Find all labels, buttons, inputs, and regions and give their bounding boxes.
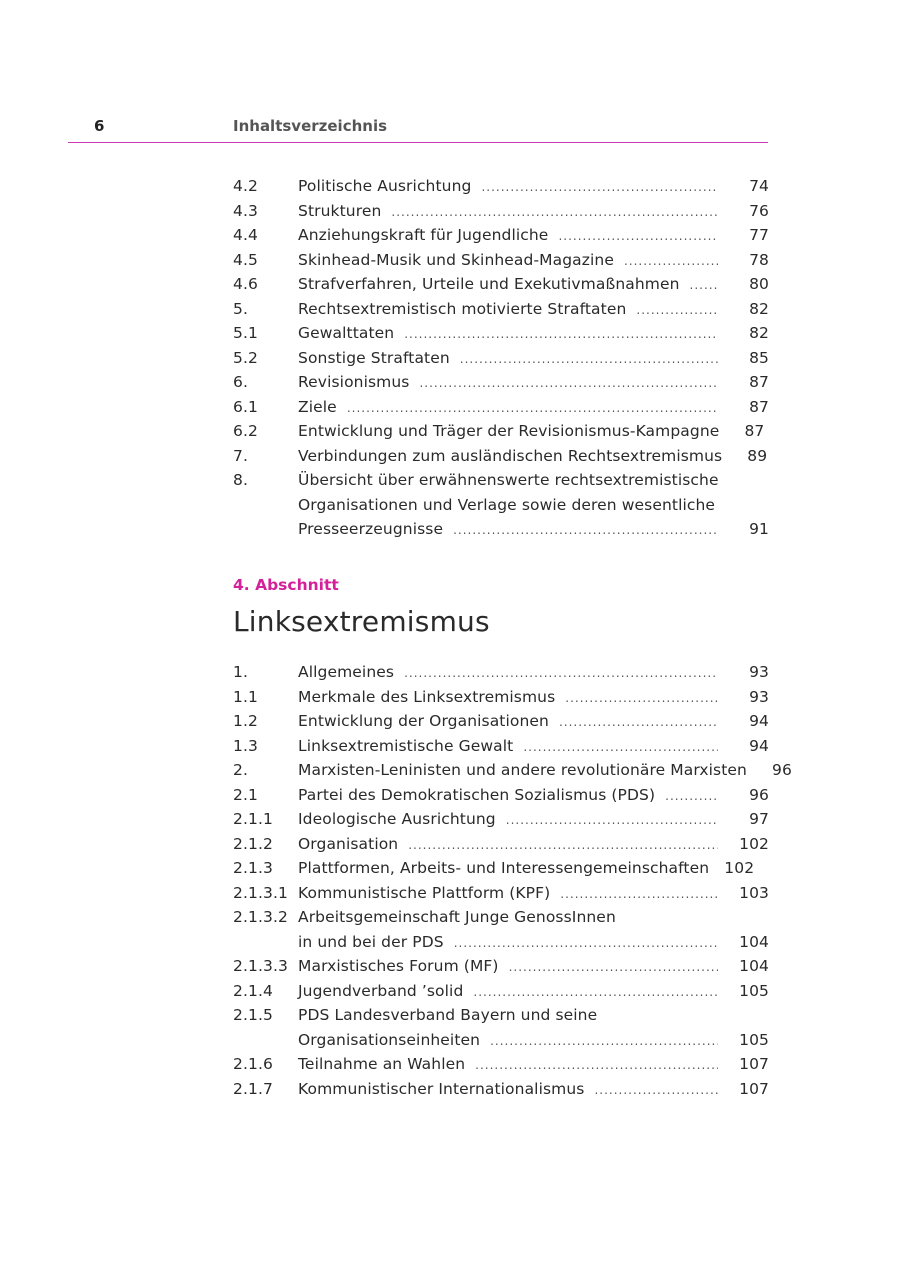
toc-entry-number: 5.2 <box>233 348 258 367</box>
table-of-contents-part-2 <box>233 660 792 1101</box>
toc-line <box>233 272 769 297</box>
toc-entry-title: Organisationen und Verlage sowie deren wesentliche <box>298 495 716 514</box>
toc-line <box>233 517 769 542</box>
toc-entry-title: Gewalttaten <box>298 324 395 342</box>
toc-entry-page: 96 <box>749 785 769 804</box>
dot-leader <box>475 1053 718 1078</box>
toc-entry-number: 2.1.2 <box>233 834 273 853</box>
toc-line <box>233 807 769 832</box>
dot-leader <box>404 322 718 347</box>
toc-entry-title: Marxisten-Leninisten und andere revolutionäre Marxisten <box>298 761 747 779</box>
toc-line <box>233 370 769 395</box>
dot-leader <box>454 931 718 956</box>
toc-entry-page: 87 <box>744 422 765 440</box>
toc-entry <box>233 419 769 444</box>
toc-entry <box>233 272 769 297</box>
toc-entry-page: 102 <box>724 859 755 877</box>
toc-entry <box>233 370 769 395</box>
toc-entry <box>233 685 769 710</box>
toc-line <box>233 248 769 273</box>
dot-leader <box>636 298 718 323</box>
toc-entry-page: 94 <box>749 712 769 730</box>
toc-entry-page: 89 <box>747 446 768 465</box>
dot-leader <box>560 882 718 907</box>
toc-entry-title: Allgemeines <box>298 663 395 681</box>
toc-line <box>233 223 769 248</box>
toc-entry-title: Ziele <box>298 397 337 416</box>
dot-leader <box>391 200 718 225</box>
toc-entry-number: 2.1 <box>233 785 258 804</box>
toc-entry-page: 103 <box>739 883 769 902</box>
toc-entry-number: 1.2 <box>233 712 258 730</box>
dot-leader <box>559 710 718 735</box>
toc-entry-number: 2.1.3.1 <box>233 883 288 902</box>
toc-entry-number: 2.1.5 <box>233 1006 273 1024</box>
dot-leader <box>453 518 718 543</box>
dot-leader <box>481 175 718 200</box>
toc-entry <box>233 832 769 857</box>
toc-entry <box>233 905 769 954</box>
toc-entry-page: 93 <box>749 663 769 681</box>
toc-entry <box>233 1077 769 1102</box>
toc-entry-number: 4.3 <box>233 201 258 220</box>
toc-entry-title: Anziehungskraft für Jugendliche <box>298 226 549 244</box>
toc-line <box>233 660 769 685</box>
toc-entry <box>233 709 769 734</box>
toc-entry-title: Entwicklung und Träger der Revisionismus-Kampagne <box>298 422 720 440</box>
dot-leader <box>506 808 718 833</box>
header-rule <box>68 142 768 143</box>
toc-entry <box>233 881 769 906</box>
toc-line <box>233 1077 769 1102</box>
toc-entry-page: 82 <box>749 299 769 318</box>
toc-line <box>233 395 769 420</box>
running-head-title: Inhaltsverzeichnis <box>233 117 388 135</box>
dot-leader <box>408 833 718 858</box>
toc-entry <box>233 468 769 542</box>
toc-entry-page: 104 <box>739 932 769 951</box>
toc-entry <box>233 174 769 199</box>
toc-entry-title: Linksextremistische Gewalt <box>298 736 514 755</box>
toc-line <box>233 493 769 518</box>
toc-entry-page: 104 <box>739 957 769 975</box>
toc-entry-title: Politische Ausrichtung <box>298 177 472 195</box>
toc-entry-title: Presseerzeugnisse <box>298 520 444 538</box>
dot-leader <box>404 661 718 686</box>
section-title: Linksextremismus <box>233 605 490 638</box>
toc-entry-number: 4.4 <box>233 226 258 244</box>
toc-line <box>233 1052 769 1077</box>
toc-entry <box>233 758 792 783</box>
toc-entry-title: Strafverfahren, Urteile und Exekutivmaßnahmen <box>298 275 680 293</box>
toc-entry-number: 2.1.7 <box>233 1079 273 1098</box>
toc-entry <box>233 1052 769 1077</box>
page-number: 6 <box>94 117 105 135</box>
toc-entry <box>233 1003 769 1052</box>
toc-entry <box>233 734 769 759</box>
toc-line <box>233 979 769 1004</box>
toc-entry <box>233 395 769 420</box>
toc-line <box>233 297 769 322</box>
toc-entry-title: Ideologische Ausrichtung <box>298 810 496 828</box>
toc-entry-title: Organisation <box>298 834 399 853</box>
toc-entry-page: 87 <box>749 397 769 416</box>
toc-entry-page: 102 <box>739 834 769 853</box>
dot-leader <box>624 249 718 274</box>
dot-leader <box>523 735 718 760</box>
toc-entry-number: 1.1 <box>233 687 258 706</box>
toc-line <box>233 930 769 955</box>
toc-entry-title: PDS Landesverband Bayern und seine <box>298 1006 598 1024</box>
toc-entry-page: 96 <box>772 761 792 779</box>
toc-entry-number: 5.1 <box>233 324 258 342</box>
toc-entry-number: 2.1.3 <box>233 859 273 877</box>
dot-leader <box>509 955 718 980</box>
dot-leader <box>690 273 718 298</box>
toc-entry-page: 76 <box>749 201 769 220</box>
toc-entry-title: Marxistisches Forum (MF) <box>298 957 499 975</box>
toc-line <box>233 832 769 857</box>
toc-entry-title: Strukturen <box>298 201 382 220</box>
toc-entry-number: 6. <box>233 373 248 391</box>
dot-leader <box>558 224 718 249</box>
toc-entry <box>233 444 769 469</box>
toc-entry-page: 94 <box>749 736 769 755</box>
toc-entry-title: Organisationseinheiten <box>298 1030 481 1049</box>
dot-leader <box>665 784 718 809</box>
toc-entry-title: Kommunistischer Internationalismus <box>298 1079 585 1098</box>
toc-entry-title: Partei des Demokratischen Sozialismus (PDS) <box>298 785 656 804</box>
toc-entry-title: Sonstige Straftaten <box>298 348 450 367</box>
toc-entry-page: 107 <box>739 1055 769 1073</box>
toc-entry-page: 85 <box>749 348 769 367</box>
toc-entry-number: 2.1.4 <box>233 981 273 1000</box>
toc-line <box>233 954 769 979</box>
toc-entry-page: 87 <box>749 373 769 391</box>
toc-entry <box>233 346 769 371</box>
toc-entry-number: 5. <box>233 299 248 318</box>
toc-entry-number: 6.2 <box>233 422 258 440</box>
toc-line <box>233 444 769 469</box>
toc-entry-page: 77 <box>749 226 769 244</box>
dot-leader <box>347 396 718 421</box>
toc-entry-number: 2.1.1 <box>233 810 273 828</box>
toc-entry <box>233 223 769 248</box>
toc-entry-number: 1. <box>233 663 248 681</box>
toc-entry-page: 107 <box>739 1079 769 1098</box>
toc-line <box>233 1028 769 1053</box>
toc-entry-title: Entwicklung der Organisationen <box>298 712 549 730</box>
toc-entry-page: 80 <box>749 275 769 293</box>
toc-line <box>233 419 769 444</box>
toc-entry-number: 4.2 <box>233 177 258 195</box>
toc-entry <box>233 783 769 808</box>
toc-line <box>233 856 769 881</box>
toc-line <box>233 758 792 783</box>
toc-entry <box>233 248 769 273</box>
toc-line <box>233 346 769 371</box>
toc-line <box>233 881 769 906</box>
toc-entry <box>233 807 769 832</box>
toc-entry-title: Skinhead-Musik und Skinhead-Magazine <box>298 250 614 269</box>
toc-entry-number: 2.1.3.3 <box>233 957 288 975</box>
toc-line <box>233 905 769 930</box>
toc-entry <box>233 660 769 685</box>
toc-entry-number: 7. <box>233 446 248 465</box>
toc-entry-number: 4.6 <box>233 275 258 293</box>
toc-line <box>233 321 769 346</box>
toc-entry <box>233 856 769 881</box>
dot-leader <box>490 1029 718 1054</box>
toc-entry-number: 4.5 <box>233 250 258 269</box>
toc-entry-title: Plattformen, Arbeits- und Interessengemeinschaften <box>298 859 710 877</box>
toc-entry-page: 105 <box>739 981 769 1000</box>
toc-entry-title: Merkmale des Linksextremismus <box>298 687 556 706</box>
toc-entry-title: Arbeitsgemeinschaft Junge GenossInnen <box>298 908 616 926</box>
toc-entry <box>233 321 769 346</box>
toc-entry-page: 74 <box>749 177 769 195</box>
dot-leader <box>473 980 718 1005</box>
toc-entry-page: 82 <box>749 324 769 342</box>
section-label: 4. Abschnitt <box>233 576 339 594</box>
toc-line <box>233 199 769 224</box>
toc-entry-title: Rechtsextremistisch motivierte Straftaten <box>298 299 627 318</box>
toc-entry-title: Teilnahme an Wahlen <box>298 1055 466 1073</box>
dot-leader <box>565 686 718 711</box>
toc-entry <box>233 297 769 322</box>
toc-line <box>233 734 769 759</box>
toc-line <box>233 174 769 199</box>
toc-entry-number: 6.1 <box>233 397 258 416</box>
toc-line <box>233 783 769 808</box>
toc-entry-title: Jugendverband ’solid <box>298 981 464 1000</box>
toc-entry-number: 1.3 <box>233 736 258 755</box>
toc-entry-page: 91 <box>749 520 769 538</box>
toc-line <box>233 468 769 493</box>
toc-entry-page: 97 <box>749 810 769 828</box>
toc-entry-title: Kommunistische Plattform (KPF) <box>298 883 551 902</box>
toc-line <box>233 1003 769 1028</box>
toc-line <box>233 685 769 710</box>
toc-entry <box>233 954 769 979</box>
toc-entry-number: 2.1.3.2 <box>233 908 288 926</box>
toc-entry-number: 2. <box>233 761 248 779</box>
toc-line <box>233 709 769 734</box>
toc-entry-title: Revisionismus <box>298 373 410 391</box>
dot-leader <box>594 1078 718 1103</box>
toc-entry-number: 2.1.6 <box>233 1055 273 1073</box>
toc-entry-page: 105 <box>739 1030 769 1049</box>
toc-entry-page: 78 <box>749 250 769 269</box>
toc-entry <box>233 199 769 224</box>
dot-leader <box>460 347 718 372</box>
toc-entry-title: Übersicht über erwähnenswerte rechtsextremistische <box>298 471 719 489</box>
table-of-contents-part-1 <box>233 174 769 542</box>
toc-entry-title: in und bei der PDS <box>298 932 444 951</box>
toc-entry-page: 93 <box>749 687 769 706</box>
toc-entry <box>233 979 769 1004</box>
dot-leader <box>419 371 718 396</box>
toc-entry-number: 8. <box>233 471 248 489</box>
toc-entry-title: Verbindungen zum ausländischen Rechtsextremismus <box>298 446 723 465</box>
